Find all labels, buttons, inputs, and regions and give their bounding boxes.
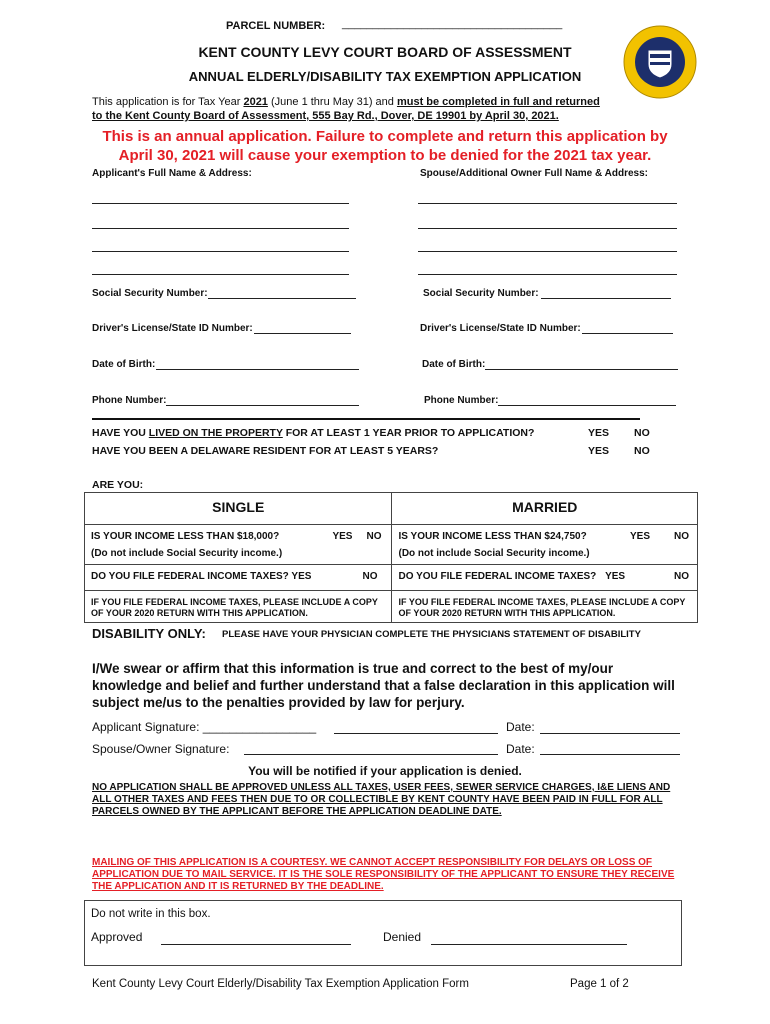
- office-use-box: [84, 900, 682, 966]
- resident-yes-option[interactable]: YES: [588, 445, 610, 457]
- spouse-dob-label: Date of Birth:: [422, 359, 486, 370]
- applicant-dob-label: Date of Birth:: [92, 359, 156, 370]
- single-income-yes[interactable]: YES: [332, 531, 353, 542]
- page-number: Page 1 of 2: [570, 978, 629, 990]
- spouse-address-line[interactable]: [418, 228, 677, 229]
- are-you-label: ARE YOU:: [92, 479, 144, 491]
- spouse-address-line[interactable]: [418, 203, 677, 204]
- single-federal-question: DO YOU FILE FEDERAL INCOME TAXES?: [91, 571, 289, 582]
- spouse-address-line[interactable]: [418, 274, 677, 275]
- applicant-phone-field[interactable]: [166, 405, 359, 406]
- applicant-ssn-field[interactable]: [208, 298, 356, 299]
- married-income-yes[interactable]: YES: [629, 531, 650, 542]
- applicant-signature-field[interactable]: [334, 733, 498, 734]
- spouse-ssn-label: Social Security Number:: [423, 288, 539, 299]
- spouse-signature-field[interactable]: [244, 754, 498, 755]
- spouse-date-field[interactable]: [540, 754, 680, 755]
- county-seal-icon: [622, 24, 698, 100]
- spouse-address-line[interactable]: [418, 251, 677, 252]
- single-header: SINGLE: [85, 493, 392, 525]
- marital-status-table: [84, 492, 698, 623]
- office-use-note: Do not write in this box.: [91, 908, 211, 920]
- married-income-cell: [392, 525, 698, 565]
- mailing-disclaimer: MAILING OF THIS APPLICATION IS A COURTESY. WE CANNOT ACCEPT RESPONSIBILITY FOR DELAYS OR LOSS OF APPLICATION DUE TO MAIL SERVICE. IT IS THE SOLE RESPONSIBILITY OF THE APPLICANT TO ENSURE THEY RECEIVE THE APPLICATION AND IT IS RETURNED BY THE DEADLINE.: [92, 857, 675, 892]
- spouse-ssn-field[interactable]: [541, 298, 671, 299]
- applicant-address-line[interactable]: [92, 251, 349, 252]
- applicant-license-label: Driver's License/State ID Number:: [92, 323, 253, 334]
- married-income-no[interactable]: NO: [674, 531, 689, 542]
- spouse-name-label: Spouse/Additional Owner Full Name & Address:: [420, 168, 648, 179]
- married-copy-note: IF YOU FILE FEDERAL INCOME TAXES, PLEASE INCLUDE A COPY OF YOUR 2020 RETURN WITH THIS APPLICATION.: [392, 591, 698, 623]
- married-federal-yes[interactable]: YES: [605, 571, 626, 582]
- parcel-number-label: PARCEL NUMBER:: [226, 20, 326, 32]
- denied-field[interactable]: [431, 944, 627, 945]
- document-subtitle: ANNUAL ELDERLY/DISABILITY TAX EXEMPTION APPLICATION: [188, 69, 582, 84]
- spouse-phone-field[interactable]: [498, 405, 676, 406]
- tax-payment-requirement: NO APPLICATION SHALL BE APPROVED UNLESS ALL TAXES, USER FEES, SEWER SERVICE CHARGES, I&E LIENS AND ALL OTHER TAXES AND FEES THEN DUE TO OR COLLECTIBLE BY KENT COUNTY HAVE BEEN PAID IN FULL FOR ALL PARCELS OWNED BY THE APPLICANT BEFORE THE APPLICATION DEADLINE DATE.: [92, 782, 671, 817]
- applicant-address-line[interactable]: [92, 274, 349, 275]
- footer-form-name: Kent County Levy Court Elderly/Disability Tax Exemption Application Form: [92, 978, 469, 990]
- applicant-license-field[interactable]: [254, 333, 351, 334]
- married-federal-cell: [392, 565, 698, 591]
- applicant-date-field[interactable]: [540, 733, 680, 734]
- spouse-phone-label: Phone Number:: [424, 395, 499, 406]
- applicant-ssn-label: Social Security Number:: [92, 288, 208, 299]
- single-federal-yes[interactable]: YES: [291, 571, 312, 582]
- section-divider: [92, 418, 640, 420]
- single-income-cell: [85, 525, 392, 565]
- deadline-warning: This is an annual application. Failure to complete and return this application by April 30, 2021 will cause your exemption to be denied for the 2021 tax year.: [102, 128, 668, 164]
- married-federal-no[interactable]: NO: [674, 571, 689, 582]
- spouse-license-field[interactable]: [582, 333, 673, 334]
- applicant-signature-label: Applicant Signature: _________________: [92, 720, 317, 734]
- lived-no-option[interactable]: NO: [634, 427, 650, 439]
- married-header: MARRIED: [392, 493, 698, 525]
- denied-label: Denied: [383, 930, 422, 944]
- spouse-license-label: Driver's License/State ID Number:: [420, 323, 581, 334]
- disability-label: DISABILITY ONLY:: [92, 626, 206, 641]
- disability-instructions: PLEASE HAVE YOUR PHYSICIAN COMPLETE THE PHYSICIANS STATEMENT OF DISABILITY: [222, 629, 641, 640]
- spouse-dob-field[interactable]: [485, 369, 678, 370]
- intro-text: This application is for Tax Year 2021 (June 1 thru May 31) and must be completed in full and returned to the Kent County Board of Assessment, 555 Bay Rd., Dover, DE 19901 by April 30, 2021.: [92, 96, 600, 122]
- applicant-name-label: Applicant's Full Name & Address:: [92, 168, 252, 179]
- married-income-question: IS YOUR INCOME LESS THAN $24,750?: [398, 531, 587, 542]
- resident-no-option[interactable]: NO: [634, 445, 650, 457]
- approved-label: Approved: [91, 930, 143, 944]
- single-income-question: IS YOUR INCOME LESS THAN $18,000?: [91, 531, 280, 542]
- denial-notification-note: You will be notified if your application is denied.: [248, 764, 522, 778]
- perjury-affirmation: I/We swear or affirm that this information is true and correct to the best of my/our knowledge and belief and further understand that a false declaration in this application will subject me/us to the penalties provided by law for perjury.: [92, 661, 675, 710]
- applicant-address-line[interactable]: [92, 203, 349, 204]
- parcel-number-field[interactable]: ____________________________________: [342, 18, 563, 30]
- document-title: KENT COUNTY LEVY COURT BOARD OF ASSESSMENT: [198, 44, 572, 60]
- applicant-date-label: Date:: [506, 720, 535, 734]
- applicant-address-line[interactable]: [92, 228, 349, 229]
- single-copy-note: IF YOU FILE FEDERAL INCOME TAXES, PLEASE INCLUDE A COPY OF YOUR 2020 RETURN WITH THIS APPLICATION.: [85, 591, 392, 623]
- spouse-signature-label: Spouse/Owner Signature:: [92, 742, 230, 756]
- question-lived-on-property: HAVE YOU LIVED ON THE PROPERTY FOR AT LEAST 1 YEAR PRIOR TO APPLICATION?: [92, 427, 535, 439]
- single-ss-note: (Do not include Social Security income.): [91, 548, 283, 559]
- lived-yes-option[interactable]: YES: [588, 427, 610, 439]
- single-federal-cell: [85, 565, 392, 591]
- single-income-no[interactable]: NO: [366, 531, 382, 542]
- question-delaware-resident: HAVE YOU BEEN A DELAWARE RESIDENT FOR AT LEAST 5 YEARS?: [92, 445, 439, 457]
- applicant-phone-label: Phone Number:: [92, 395, 167, 406]
- spouse-date-label: Date:: [506, 742, 535, 756]
- approved-field[interactable]: [161, 944, 351, 945]
- married-federal-question: DO YOU FILE FEDERAL INCOME TAXES?: [398, 571, 597, 582]
- single-federal-no[interactable]: NO: [362, 571, 378, 582]
- applicant-dob-field[interactable]: [156, 369, 359, 370]
- married-ss-note: (Do not include Social Security income.): [398, 548, 590, 559]
